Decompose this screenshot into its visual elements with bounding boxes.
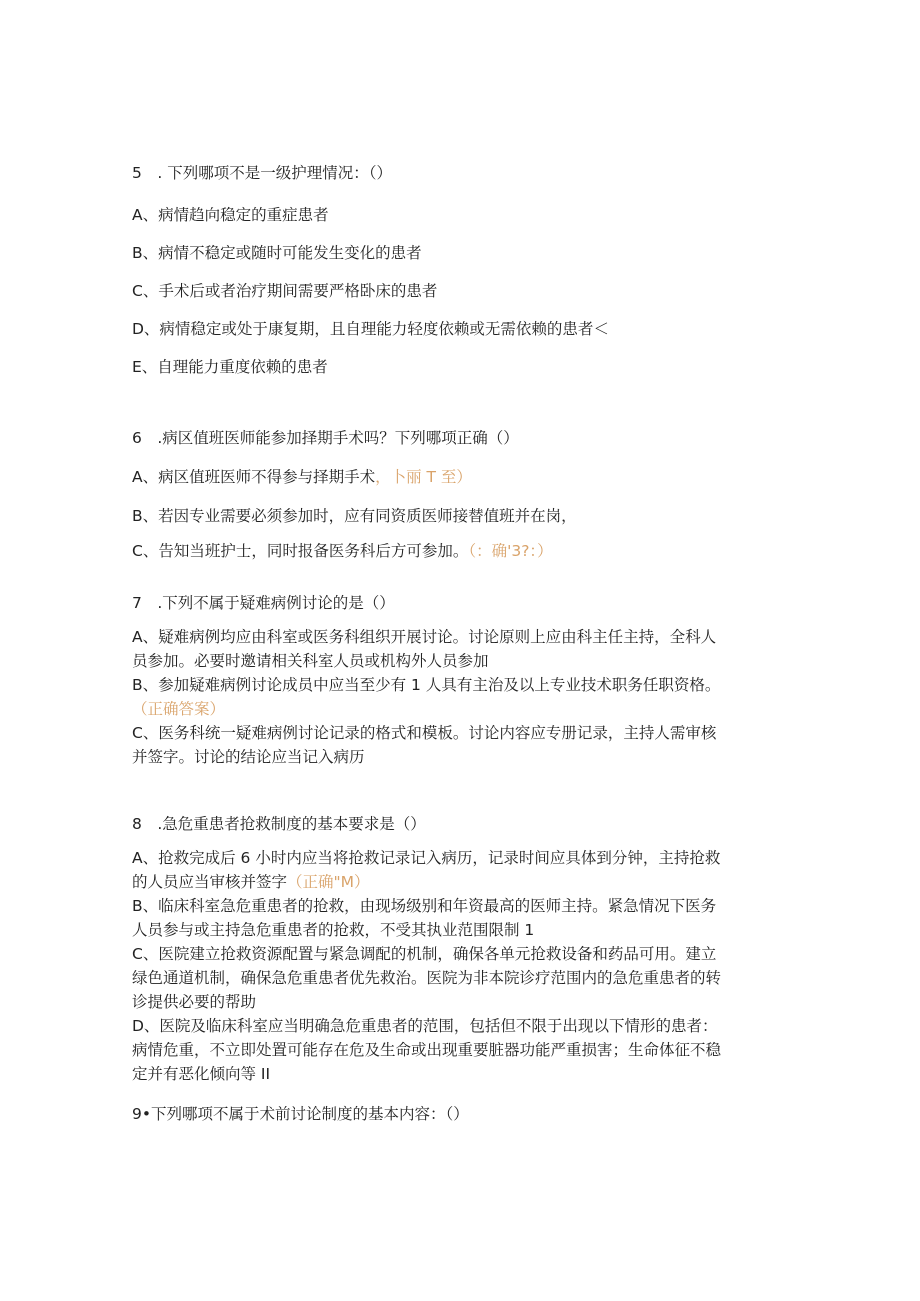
question-7-option-a-line-1: A、疑难病例均应由科室或医务科组织开展讨论。讨论原则上应由科主任主持，全科人 bbox=[132, 628, 717, 646]
question-8-option-a-text: 的人员应当审核并签字 bbox=[132, 873, 288, 891]
question-7-title: 7 .下列不属于疑难病例讨论的是（） bbox=[132, 594, 395, 612]
question-6-option-b: B、若因专业需要必须参加时，应有同资质医师接替值班并在岗， bbox=[132, 507, 577, 525]
question-8-option-b-line-2: 人员参与或主持急危重患者的抢救，不受其执业范围限制 1 bbox=[132, 921, 535, 939]
question-6-title: 6 .病区值班医师能参加择期手术吗？下列哪项正确（） bbox=[132, 429, 519, 447]
question-8-option-c-line-3: 诊提供必要的帮助 bbox=[132, 993, 257, 1011]
question-8-option-b-line-1: B、临床科室急危重患者的抢救，由现场级别和年资最高的医师主持。紧急情况下医务 bbox=[132, 897, 717, 915]
answer-mark: （正确"M） bbox=[287, 873, 370, 891]
question-6-option-a-text: A、病区值班医师不得参与择期手术 bbox=[132, 468, 376, 486]
question-9-title: 9•下列哪项不属于术前讨论制度的基本内容：（） bbox=[132, 1105, 469, 1123]
question-8-option-c-line-1: C、医院建立抢救资源配置与紧急调配的机制，确保各单元抢救设备和药品可用。建立 bbox=[132, 945, 717, 963]
question-5-title: 5 . 下列哪项不是一级护理情况：（） bbox=[132, 164, 392, 182]
question-8-option-a-line-2 bbox=[132, 871, 370, 893]
question-7-option-a-line-2: 员参加。必要时邀请相关科室人员或机构外人员参加 bbox=[132, 652, 489, 670]
answer-mark: （：确'3?：） bbox=[468, 542, 553, 560]
question-8-option-a-line-1: A、抢救完成后 6 小时内应当将抢救记录记入病历，记录时间应具体到分钟，主持抢救 bbox=[132, 849, 721, 867]
question-6-option-a bbox=[132, 466, 472, 488]
question-8-option-d-line-3: 定并有恶化倾向等 II bbox=[132, 1065, 271, 1083]
question-8-option-c-line-2: 绿色通道机制，确保急危重患者优先救治。医院为非本院诊疗范围内的急危重患者的转 bbox=[132, 969, 722, 987]
question-5-option-b: B、病情不稳定或随时可能发生变化的患者 bbox=[132, 244, 422, 262]
answer-mark: ，卜丽 T 至） bbox=[375, 468, 472, 486]
question-7-option-b-line-1: B、参加疑难病例讨论成员中应当至少有 1 人具有主治及以上专业技术职务任职资格。 bbox=[132, 676, 721, 694]
question-5-option-e: E、自理能力重度依赖的患者 bbox=[132, 358, 328, 376]
question-6-option-c-text: C、告知当班护士，同时报备医务科后方可参加。 bbox=[132, 542, 469, 560]
question-6-option-c bbox=[132, 540, 553, 562]
question-8-option-d-line-1: D、医院及临床科室应当明确急危重患者的范围，包括但不限于出现以下情形的患者： bbox=[132, 1017, 718, 1035]
question-8-title: 8 .急危重患者抢救制度的基本要求是（） bbox=[132, 815, 426, 833]
question-8-option-d-line-2: 病情危重，不立即处置可能存在危及生命或出现重要脏器功能严重损害；生命体征不稳 bbox=[132, 1041, 722, 1059]
question-5-option-c: C、手术后或者治疗期间需要严格卧床的患者 bbox=[132, 282, 438, 300]
question-7-option-c-line-1: C、医务科统一疑难病例讨论记录的格式和模板。讨论内容应专册记录，主持人需审核 bbox=[132, 724, 717, 742]
question-5-option-a: A、病情趋向稳定的重症患者 bbox=[132, 206, 329, 224]
answer-mark: （正确答案） bbox=[132, 700, 226, 718]
question-5-option-d: D、病情稳定或处于康复期，且自理能力轻度依赖或无需依赖的患者＜ bbox=[132, 320, 609, 338]
question-7-option-c-line-2: 并签字。讨论的结论应当记入病历 bbox=[132, 748, 365, 766]
